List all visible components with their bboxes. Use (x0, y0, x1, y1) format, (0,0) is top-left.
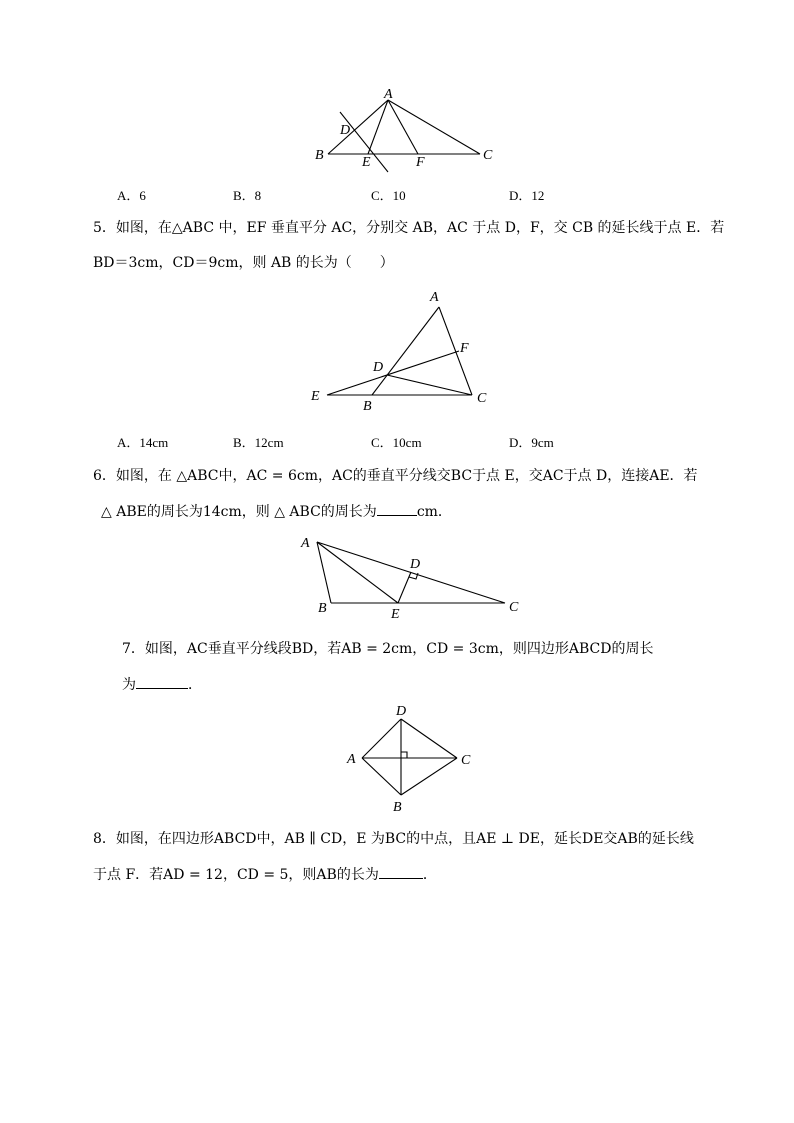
label-A: A (430, 290, 439, 305)
label-B: B (318, 601, 327, 616)
segment-BA (362, 758, 401, 795)
q4-option-b[interactable]: B．8 (233, 188, 262, 203)
segment-CB (401, 758, 457, 795)
q6-figure (295, 530, 535, 625)
q6-text-line2 (101, 503, 452, 521)
label-A: A (301, 536, 310, 551)
segment-AE (368, 100, 388, 154)
q8-text-line2 (93, 866, 437, 884)
label-C: C (461, 753, 471, 768)
label-E: E (391, 607, 400, 622)
segment-AB (328, 100, 388, 154)
q6-answer-blank[interactable] (377, 503, 417, 516)
q7-text-line2-prefix: 为 (122, 677, 136, 693)
q5-option-c[interactable]: C．10cm (371, 435, 422, 450)
q7-text-line2 (122, 676, 202, 694)
q7-text-line2-suffix: ． (188, 677, 202, 693)
label-D: D (373, 360, 384, 375)
q8-text-line2-prefix: 于点 F．若AD = 12，CD = 5，则AB的长为 (93, 867, 379, 883)
q4-option-c[interactable]: C．10 (371, 188, 406, 203)
right-angle-mark (401, 752, 407, 758)
segment-DE (398, 572, 411, 603)
label-A: A (347, 752, 356, 767)
label-C: C (509, 600, 519, 615)
q7-figure (340, 700, 480, 820)
label-F: F (416, 155, 425, 170)
q4-figure (300, 87, 510, 180)
label-B: B (393, 800, 402, 815)
label-F: F (460, 341, 469, 356)
label-D: D (340, 123, 351, 138)
label-E: E (362, 155, 371, 170)
segment-AD (362, 719, 401, 758)
q6-text-line1: 6．如图，在 △ABC中，AC = 6cm，AC的垂直平分线交BC于点 E，交AC于点 D，连接AE．若 (93, 468, 698, 484)
label-C: C (483, 148, 493, 163)
q6-text-line2-prefix: △ ABE的周长为14cm，则 △ ABC的周长为 (101, 504, 377, 520)
q8-answer-blank[interactable] (379, 866, 423, 879)
q5-option-a[interactable]: A．14cm (117, 435, 169, 450)
segment-EF (327, 351, 459, 395)
q5-text-line2: BD＝3cm，CD＝9cm，则 AB 的长为（ ） (93, 255, 394, 271)
q5-option-d[interactable]: D．9cm (509, 435, 554, 450)
label-C: C (477, 391, 487, 406)
label-D: D (396, 704, 407, 719)
label-A: A (384, 87, 393, 102)
q4-option-d[interactable]: D．12 (509, 188, 545, 203)
q8-text-line1: 8．如图，在四边形ABCD中，AB ∥ CD，E 为BC的中点，且AE ⊥ DE，延长DE交AB的延长线 (93, 831, 694, 847)
label-B: B (363, 399, 372, 414)
q4-option-a[interactable]: A．6 (117, 188, 146, 203)
q5-option-b[interactable]: B．12cm (233, 435, 284, 450)
segment-AB (372, 307, 439, 395)
segment-DC (387, 375, 472, 395)
q5-figure (305, 285, 505, 415)
q5-text-line1: 5．如图，在△ABC 中，EF 垂直平分 AC，分别交 AB，AC 于点 D，F，交 CB 的延长线于点 E．若 (93, 220, 725, 236)
segment-AF (388, 100, 418, 154)
q8-text-line2-suffix: ． (422, 867, 437, 883)
label-E: E (311, 389, 320, 404)
segment-DC (401, 719, 457, 758)
q7-text-line1: 7．如图，AC垂直平分线段BD，若AB = 2cm，CD = 3cm，则四边形ABCD的周长 (122, 641, 654, 657)
q7-answer-blank[interactable] (136, 676, 188, 689)
label-B: B (315, 148, 324, 163)
label-D: D (410, 557, 421, 572)
segment-AC (388, 100, 480, 154)
q6-text-line2-suffix: cm． (416, 504, 452, 520)
